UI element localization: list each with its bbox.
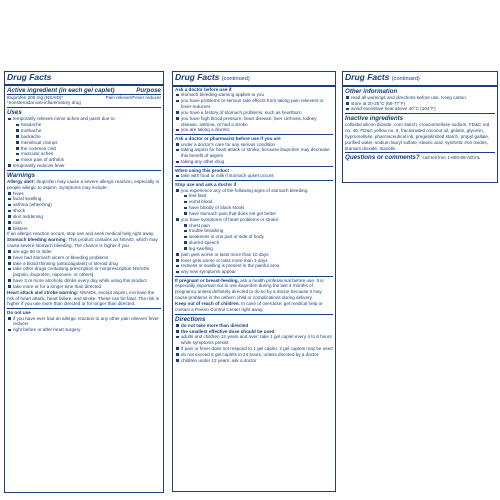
directions-bold-list	[175, 323, 333, 335]
drug-facts-panel-3	[342, 71, 498, 183]
uses-fever: temporarily reduces fever	[7, 163, 161, 169]
panel-3-title: Drug Facts (continued)	[343, 72, 497, 87]
do-not-use-list	[7, 316, 161, 333]
other-information-list	[345, 95, 495, 112]
list-item: take with food or milk if stomach upset occurs	[175, 173, 333, 179]
list-item: hives	[7, 191, 161, 197]
uses-intro: temporarily relieves minor aches and pains due to:	[7, 116, 161, 122]
list-item: you have high blood pressure, heart disease, liver cirrhosis, kidney disease, asthma, or had a stroke	[175, 116, 333, 128]
drug-facts-panel-2	[172, 71, 336, 492]
list-item: avoid excessive heat above 40°C (104°F)	[345, 106, 495, 112]
list-item: you are taking a diuretic	[175, 127, 333, 133]
list-item: read all warnings and directions before use. Keep carton.	[345, 95, 495, 101]
stomach-warning: Stomach bleeding warning: This product contains an NSAID, which may cause severe stomach bleeding. The chance is higher if you	[7, 237, 158, 249]
list-item: toothache	[7, 128, 161, 134]
list-item: the smallest effective dose should be used	[175, 329, 333, 335]
list-item: do not exceed 6 gel caplets in 24 hours, unless directed by a doctor	[175, 352, 333, 358]
list-item: right before or after heart surgery	[7, 327, 161, 333]
active-ingredient-heading: Active ingredient (in each gel caplet)	[7, 86, 115, 94]
when-using-list	[175, 173, 333, 179]
stop-use-bleeding-list	[175, 193, 333, 216]
list-item: you have problems or serious side effects from taking pain relievers or fever reducers	[175, 98, 333, 110]
list-item: any new symptoms appear	[175, 269, 333, 275]
heart-warning: Heart attack and stroke warning: NSAIDs, except aspirin, increase the risk of heart attack, heart failure, and stroke. These can be fatal. The risk is higher if you use more than directed or for longer than directed.	[7, 289, 160, 307]
inactive-ingredients-heading: Inactive ingredients	[345, 113, 495, 122]
list-item: asthma (wheezing)	[7, 202, 161, 208]
directions-list	[175, 334, 333, 363]
pregnancy-warning: If pregnant or breast-feeding, ask a health professional before use. It is especially important not to use ibuprofen during the last 3 months of pregnancy unless definitely directed to do so by a doctor because it may cause problems in the unborn child or complications during delivery.	[175, 277, 324, 301]
list-item: slurred speech	[175, 240, 333, 246]
questions-row	[345, 152, 495, 161]
questions-phone: call toll free 1-800-88-ADVIL	[422, 155, 481, 161]
uses-heading: Uses	[7, 107, 161, 116]
stop-use-intro: you experience any of the following signs of stomach bleeding:	[175, 188, 333, 194]
list-item: chest pain	[175, 223, 333, 229]
purpose-heading: Purpose	[136, 86, 161, 94]
list-item: stomach bleeding warning applies to you	[175, 92, 333, 98]
list-item: shock	[7, 208, 161, 214]
list-item: weakness in one part or side of body	[175, 234, 333, 240]
list-item: pain gets worse or lasts more than 10 days	[175, 252, 333, 258]
nsaid-note: *nonsteroidal anti-inflammatory drug	[7, 100, 81, 106]
list-item: have had stomach ulcers or bleeding problems	[7, 255, 161, 261]
list-item: taking aspirin for heart attack or stroke, because ibuprofen may decrease this benefit of aspirin	[175, 147, 333, 159]
list-item: rash	[7, 220, 161, 226]
allergy-after: If an allergic reaction occurs, stop use and seek medical help right away.	[7, 231, 155, 237]
list-item: take other drugs containing prescription or nonprescription NSAIDs [aspirin, ibuprofen, naproxen, or others]	[7, 266, 161, 278]
questions-heading: Questions or comments?	[345, 154, 420, 162]
stop-use-intro-2: you have symptoms of heart problems or stroke:	[175, 217, 333, 223]
stomach-list	[7, 249, 161, 290]
list-item: taking any other drug	[175, 159, 333, 165]
uses-list	[7, 122, 161, 163]
list-item: minor pain of arthritis	[7, 157, 161, 163]
ask-doctor-list	[175, 92, 333, 133]
list-item: facial swelling	[7, 196, 161, 202]
ask-pharmacist-heading: Ask a doctor or pharmacist before use if you are	[175, 135, 281, 141]
list-item: do not take more than directed	[175, 323, 333, 329]
list-item: adults and children 12 years and over: take 1 gel caplet every 4 to 6 hours while symptoms persist	[175, 334, 333, 346]
panel-2-title: Drug Facts (continued)	[173, 72, 335, 87]
list-item: the common cold	[7, 146, 161, 152]
list-item: redness or swelling is present in the painful area	[175, 263, 333, 269]
list-item: are age 60 or older	[7, 249, 161, 255]
directions-heading: Directions	[175, 314, 333, 323]
allergy-list	[7, 191, 161, 232]
active-ingredient-row	[7, 94, 161, 101]
list-item: take a blood thinning (anticoagulant) or steroid drug	[7, 261, 161, 267]
list-item: store at 20-25°C (68-77°F)	[345, 101, 495, 107]
drug-facts-panel-1	[4, 71, 164, 493]
panel-1-title: Drug Facts	[5, 72, 163, 86]
list-item: headache	[7, 122, 161, 128]
active-ingredient-heading-row	[7, 86, 161, 94]
list-item: have stomach pain that does not get better	[175, 211, 333, 217]
list-item: feel faint	[175, 193, 333, 199]
ask-pharmacist-list	[175, 142, 333, 165]
list-item: backache	[7, 134, 161, 140]
list-item: have 3 or more alcoholic drinks every day while using this product	[7, 278, 161, 284]
when-using-heading: When using this product	[175, 167, 229, 173]
stop-use-list	[175, 252, 333, 275]
list-item: under a doctor's care for any serious condition	[175, 142, 333, 148]
warnings-heading: Warnings	[7, 170, 161, 179]
list-item: skin reddening	[7, 214, 161, 220]
list-item: have bloody or black stools	[175, 205, 333, 211]
list-item: blisters	[7, 226, 161, 232]
list-item: leg swelling	[175, 246, 333, 252]
list-item: trouble breathing	[175, 228, 333, 234]
list-item: fever gets worse or lasts more than 3 days	[175, 258, 333, 264]
list-item: you have a history of stomach problems, such as heartburn	[175, 110, 333, 116]
purpose: Pain reliever/Fever reducer	[105, 94, 161, 100]
list-item: muscular aches	[7, 151, 161, 157]
list-item: if you have ever had an allergic reaction to any other pain reliever/ fever reducer	[7, 316, 161, 328]
stop-use-heading: Stop use and ask a doctor if	[175, 181, 237, 187]
list-item: if pain or fever does not respond to 1 gel caplet, 2 gel caplets may be used	[175, 346, 333, 352]
list-item: children under 12 years: ask a doctor	[175, 358, 333, 364]
list-item: vomit blood	[175, 199, 333, 205]
list-item: menstrual cramps	[7, 140, 161, 146]
active-ingredient: Ibuprofen 200 mg (NSAID)*	[7, 94, 64, 100]
list-item: take more or for a longer time than directed	[7, 284, 161, 290]
inactive-ingredients-text: colloidal silicon dioxide, corn starch, croscarmellose sodium, FD&C red no. 40, FD&C yellow no. 6, fractionated coconut oil, gelatin, glycerin, hypromellose, pharmaceutical ink, pregelatinized starch, propyl gallate, purified water, sodium lauryl sulfate, stearic acid, synthetic iron oxides, titanium dioxide, triacetin	[345, 122, 490, 151]
other-information-heading: Other information	[345, 87, 398, 95]
ask-doctor-heading: Ask a doctor before use if	[175, 86, 232, 92]
stop-use-heart-list	[175, 223, 333, 252]
allergy-alert: Allergy alert: Ibuprofen may cause a severe allergic reaction, especially in people allergic to aspirin. Symptoms may include:	[7, 178, 160, 190]
do-not-use-heading: Do not use	[7, 309, 31, 315]
keep-out-of-reach: Keep out of reach of children. In case of overdose, get medical help or contact a Poison Control Center right away.	[175, 300, 323, 312]
